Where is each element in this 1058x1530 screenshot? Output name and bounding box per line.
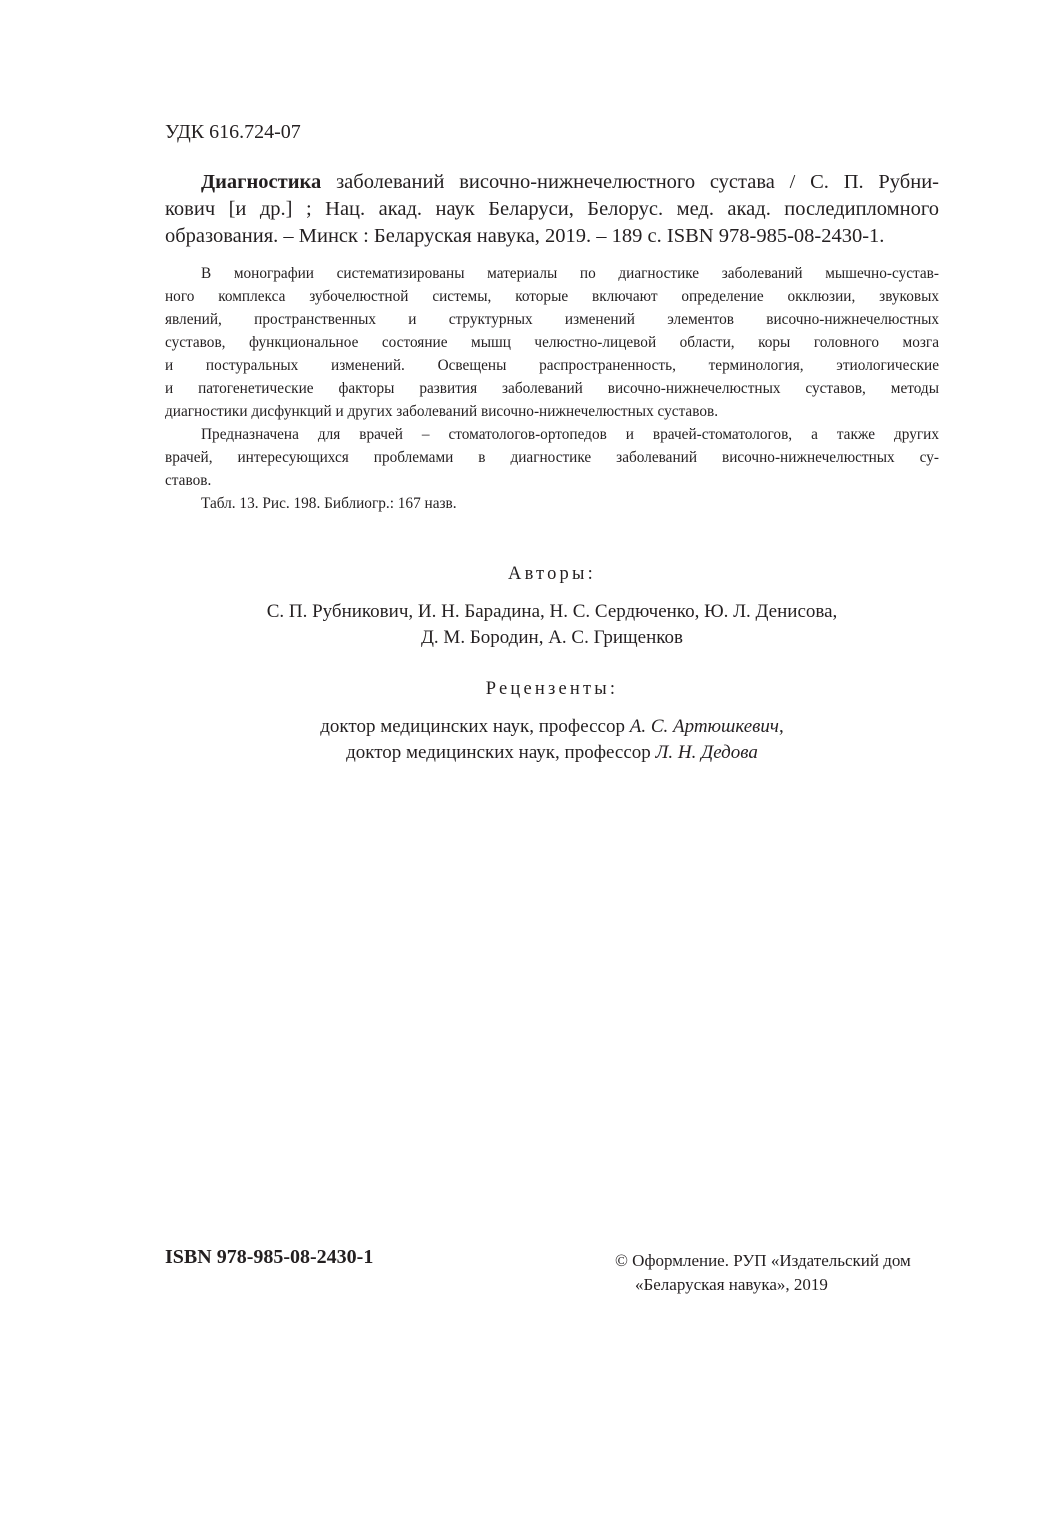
reviewer-2-name: Л. Н. Дедова	[655, 742, 758, 763]
abstract-line: явлений, пространственных и структурных изменений элементов височно-нижнечелюстных	[165, 311, 939, 328]
authors-list	[0, 599, 1058, 651]
abstract-line: диагностики дисфункций и других заболеваний височно-нижнечелюстных суставов.	[165, 403, 719, 420]
abstract-line: суставов, функциональное состояние мышц челюстно-лицевой области, коры головного мозга	[165, 334, 939, 351]
abstract-line: В монографии систематизированы материалы по диагностике заболеваний мышечно-сустав-	[201, 265, 939, 282]
abstract-line: ного комплекса зубочелюстной системы, которые включают определение окклюзии, звуковых	[165, 288, 939, 305]
authors-label: Авторы:	[508, 564, 596, 584]
udk-code: УДК 616.724-07	[165, 121, 301, 143]
biblio-line-3: образования. – Минск : Беларуская навука, 2019. – 189 с. ISBN 978-985-08-2430-1.	[165, 225, 885, 247]
biblio-title: Диагностика	[201, 171, 322, 193]
biblio-line-2: кович [и др.] ; Нац. акад. наук Беларуси, Белорус. мед. акад. последипломного	[165, 198, 939, 220]
authors-line-1: С. П. Рубникович, И. Н. Барадина, Н. С. Сердюченко, Ю. Л. Денисова,	[266, 601, 838, 622]
reviewers-label: Рецензенты:	[485, 679, 619, 699]
audience-line: Предназначена для врачей – стоматологов-ортопедов и врачей-стоматологов, а также других	[201, 426, 939, 443]
reviewer-1-title: доктор медицинских наук, профессор	[320, 716, 630, 737]
reviewer-line-2	[0, 740, 1058, 766]
copyright-line-2: «Беларуская навука», 2019	[635, 1275, 828, 1294]
biblio-line-1-rest: заболеваний височно-нижнечелюстного сустава / С. П. Рубни-	[321, 171, 939, 193]
reviewer-line-1	[0, 714, 1058, 740]
copyright-line-1: © Оформление. РУП «Издательский дом	[615, 1251, 911, 1270]
isbn: ISBN 978-985-08-2430-1	[165, 1246, 374, 1268]
abstract-line: и постуральных изменений. Освещены распространенность, терминология, этиологические	[165, 357, 939, 374]
copyright	[615, 1249, 911, 1297]
reviewer-2-title: доктор медицинских наук, профессор	[346, 742, 656, 763]
bibliographic-record	[165, 169, 939, 250]
stats-line: Табл. 13. Рис. 198. Библиогр.: 167 назв.	[201, 495, 457, 512]
abstract	[165, 262, 939, 515]
audience-line: врачей, интересующихся проблемами в диагностике заболеваний височно-нижнечелюстных су-	[165, 449, 939, 466]
reviewers-list	[0, 714, 1058, 766]
biblio-line-1	[165, 169, 939, 196]
audience-line: ставов.	[165, 472, 212, 489]
abstract-line: и патогенетические факторы развития заболеваний височно-нижнечелюстных суставов, методы	[165, 380, 939, 397]
reviewer-1-suffix: ,	[778, 716, 784, 737]
authors-line-2: Д. М. Бородин, А. С. Грищенков	[420, 627, 684, 648]
reviewer-1-name: А. С. Артюшкевич	[629, 716, 779, 737]
